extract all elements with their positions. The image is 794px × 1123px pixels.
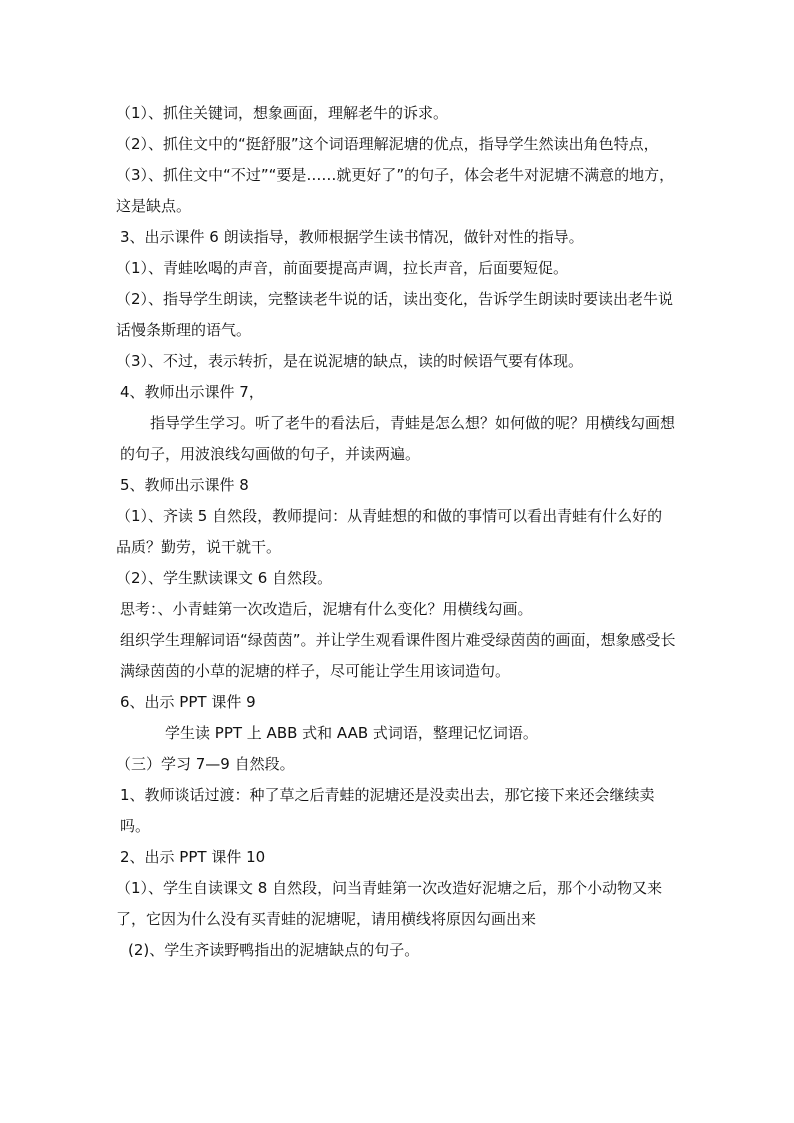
paragraph-2: （2）、抓住文中的“挺舒服”这个词语理解泥塘的优点，指导学生然读出角色特点， (116, 135, 659, 153)
paragraph-19: 2、出示 PPT 课件 10 (120, 848, 266, 866)
paragraph-17: （三）学习 7—9 自然段。 (116, 755, 295, 773)
paragraph-3: （3）、抓住文中“不过”“要是……就更好了”的句子，体会老牛对泥塘不满意的地方，这是缺点。 (116, 166, 675, 215)
paragraph-11: （1）、齐读 5 自然段，教师提问：从青蛙想的和做的事情可以看出青蛙有什么好的品质？勤劳，说干就干。 (116, 507, 663, 556)
paragraph-1: （1）、抓住关键词，想象画面，理解老牛的诉求。 (116, 104, 449, 122)
paragraph-10: 5、教师出示课件 8 (120, 476, 249, 494)
paragraph-6: （2）、指导学生朗读，完整读老牛说的话，读出变化，告诉学生朗读时要读出老牛说话慢条斯理的语气。 (116, 290, 674, 339)
paragraph-5: （1）、青蛙吆喝的声音，前面要提高声调，拉长声音，后面要短促。 (116, 259, 569, 277)
paragraph-9: 指导学生学习。听了老牛的看法后，青蛙是怎么想？如何做的呢？用横线勾画想的句子，用波浪线勾画做的句子，并读两遍。 (120, 414, 676, 463)
document-body (116, 98, 676, 966)
paragraph-13: 思考：、小青蛙第一次改造后，泥塘有什么变化？用横线勾画。 (120, 600, 533, 618)
paragraph-16: 学生读 PPT 上 ABB 式和 AAB 式词语，整理记忆词语。 (165, 724, 538, 742)
paragraph-7: （3）、不过，表示转折，是在说泥塘的缺点，读的时候语气要有体现。 (116, 352, 584, 370)
paragraph-14: 组织学生理解词语“绿茵茵”。并让学生观看课件图片难受绿茵茵的画面，想象感受长满绿茵茵的小草的泥塘的样子，尽可能让学生用该词造句。 (120, 631, 676, 680)
paragraph-20: （1）、学生自读课文 8 自然段，问当青蛙第一次改造好泥塘之后，那个小动物又来了，它因为什么没有买青蛙的泥塘呢，请用横线将原因勾画出来 (116, 879, 663, 928)
paragraph-21: (2)、学生齐读野鸭指出的泥塘缺点的句子。 (128, 941, 420, 959)
paragraph-15: 6、出示 PPT 课件 9 (120, 693, 256, 711)
paragraph-12: （2）、学生默读课文 6 自然段。 (116, 569, 333, 587)
paragraph-8: 4、教师出示课件 7， (120, 383, 264, 401)
paragraph-18: 1、教师谈话过渡：种了草之后青蛙的泥塘还是没卖出去，那它接下来还会继续卖吗。 (120, 786, 655, 835)
paragraph-4: 3、出示课件 6 朗读指导，教师根据学生读书情况，做针对性的指导。 (120, 228, 584, 246)
